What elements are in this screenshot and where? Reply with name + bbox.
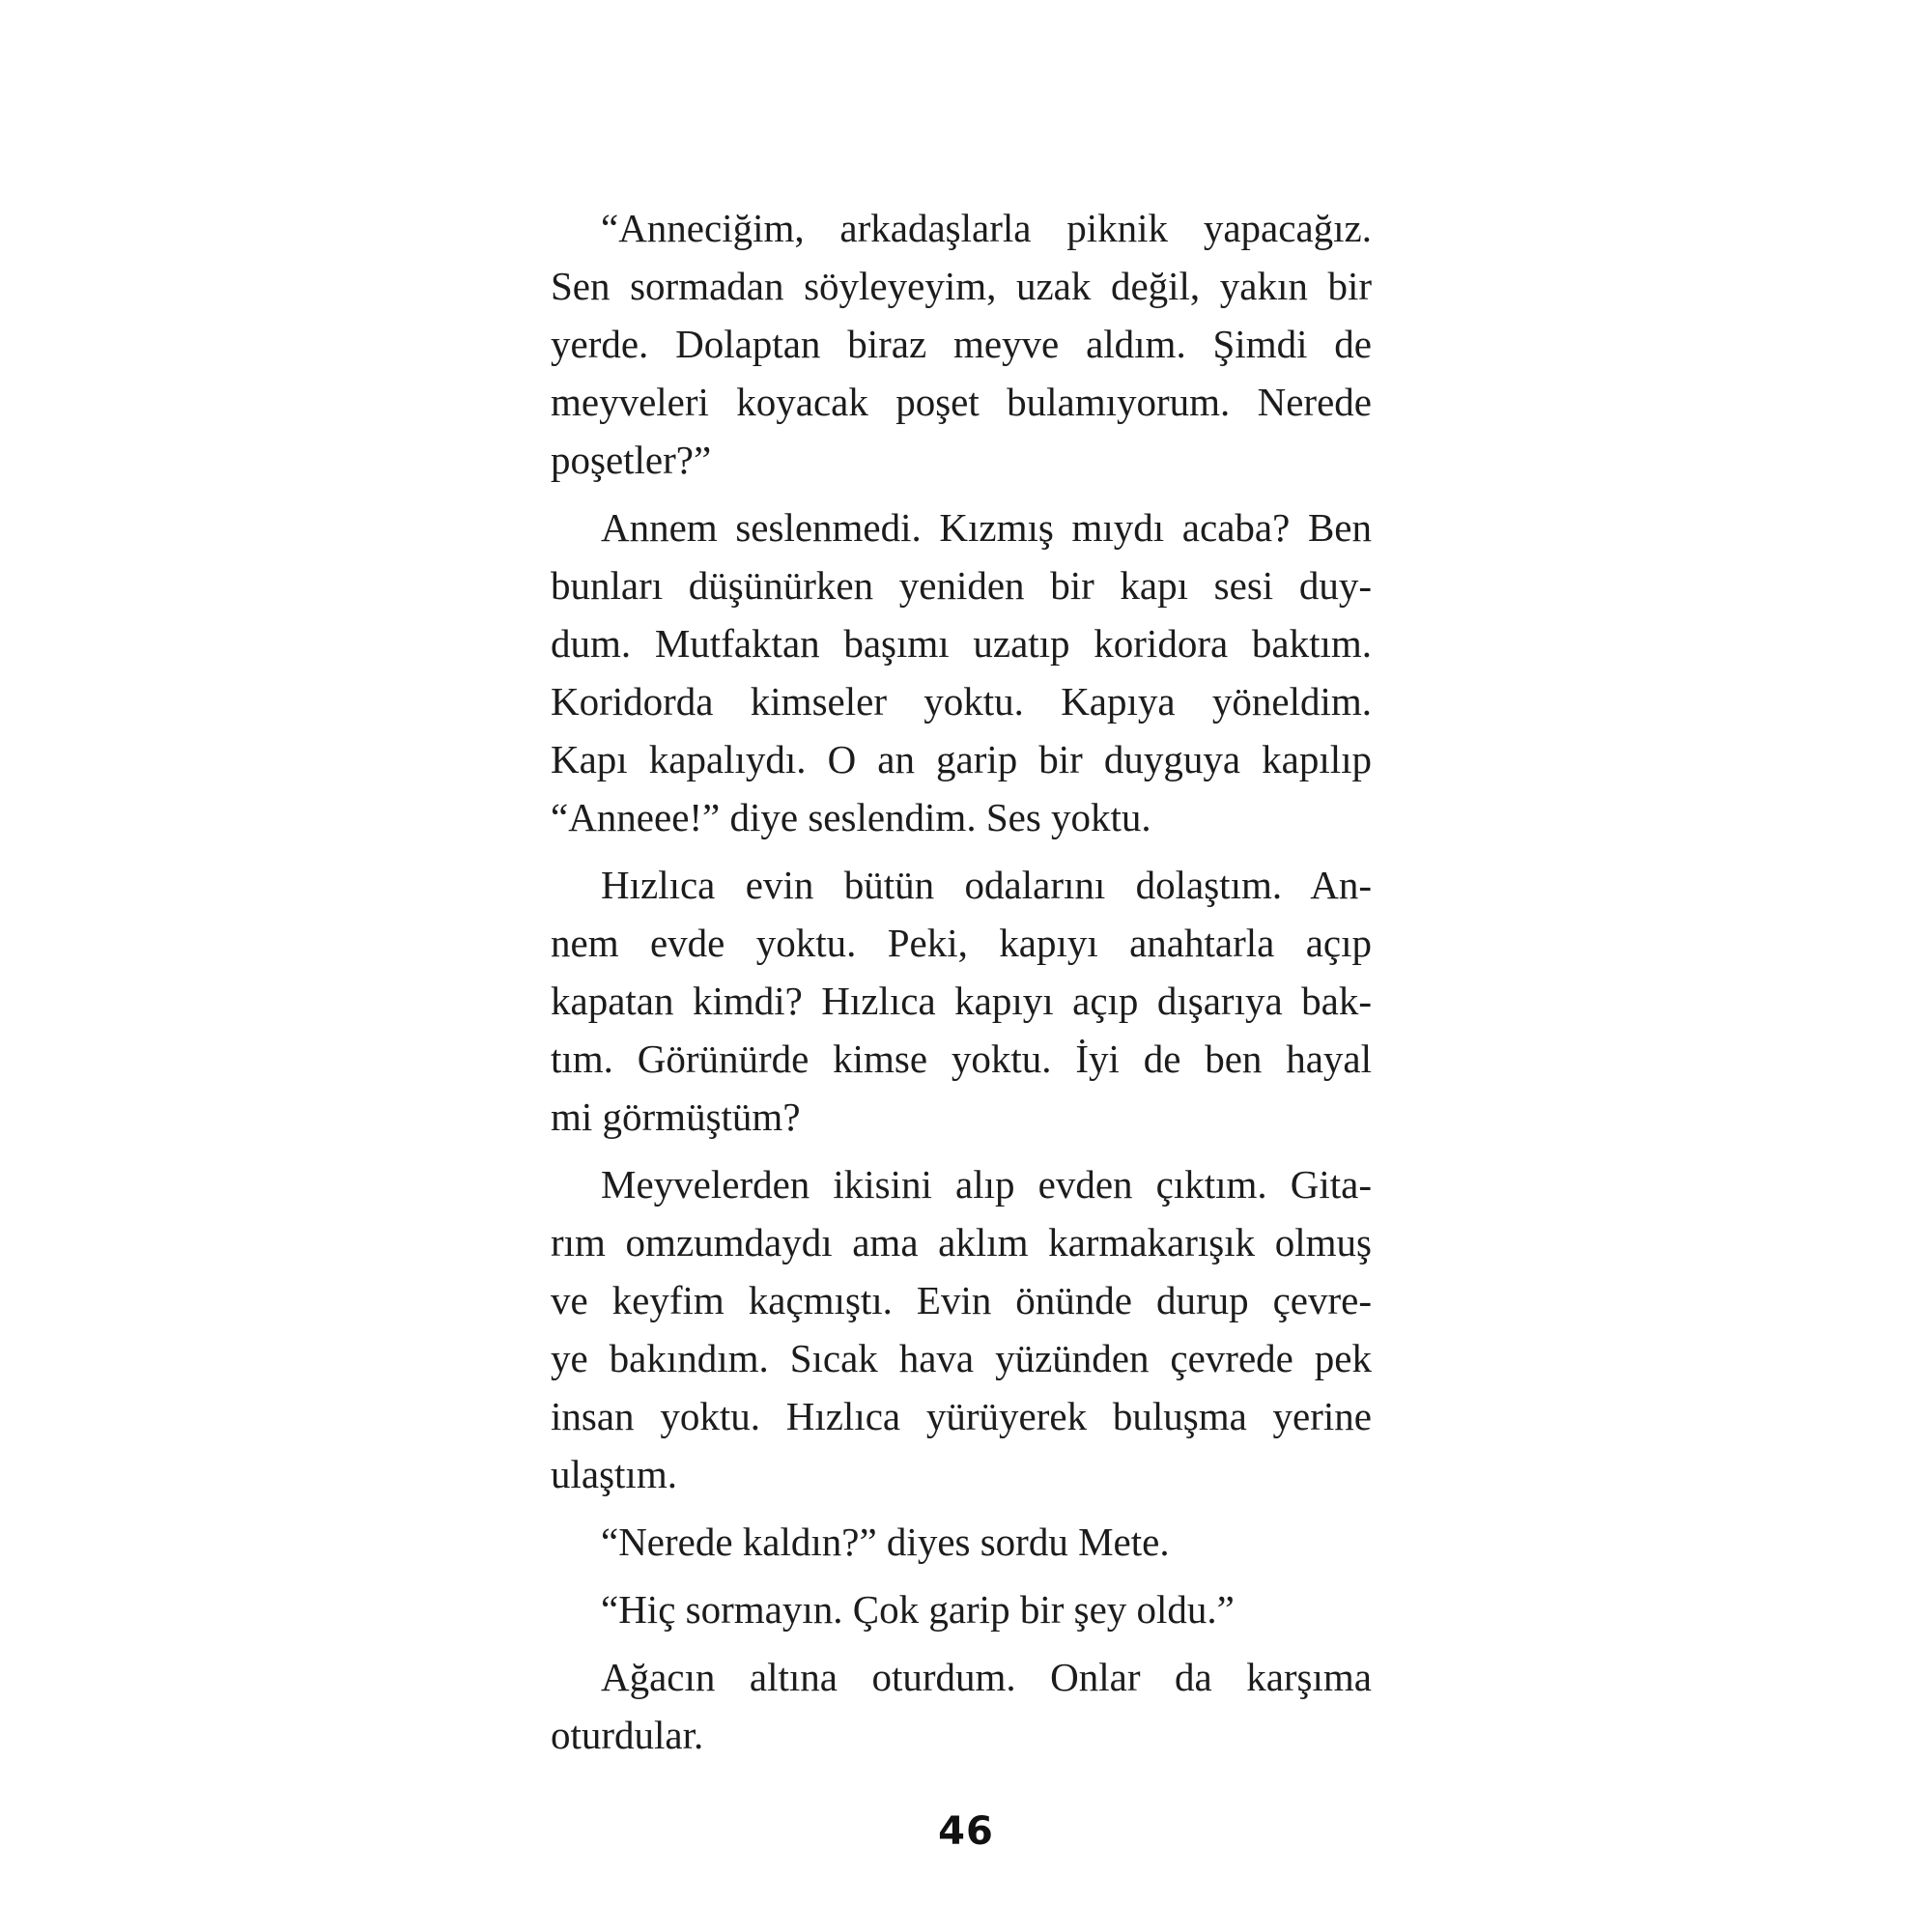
text-line: ulaştım. <box>551 1452 677 1496</box>
paragraph-2 <box>551 498 1372 846</box>
text-line: mi görmüştüm? <box>551 1094 801 1139</box>
text-line: insan yoktu. Hızlıca yürüyerek buluşma yerine <box>551 1394 1372 1438</box>
text-line: ye bakındım. Sıcak hava yüzünden çevrede pek <box>551 1336 1372 1380</box>
text-line: tım. Görünürde kimse yoktu. İyi de ben hayal <box>551 1037 1372 1081</box>
text-line: “Nerede kaldın?” diyes sordu Mete. <box>601 1520 1170 1564</box>
text-line: ve keyfim kaçmıştı. Evin önünde durup çevre- <box>551 1278 1372 1322</box>
text-line: rım omzumdaydı ama aklım karmakarışık olmuş <box>551 1220 1372 1264</box>
paragraph-7 <box>551 1648 1372 1764</box>
paragraph-6 <box>551 1580 1372 1638</box>
text-line: Annem seslenmedi. Kızmış mıydı acaba? Ben <box>601 505 1372 550</box>
paragraph-1 <box>551 199 1372 489</box>
text-line: “Anneee!” diye seslendim. Ses yoktu. <box>551 795 1151 839</box>
text-line: Hızlıca evin bütün odalarını dolaştım. An- <box>601 863 1372 907</box>
text-line: Meyvelerden ikisini alıp evden çıktım. Gita- <box>601 1162 1372 1207</box>
text-line: Ağacın altına oturdum. Onlar da karşıma <box>601 1655 1372 1699</box>
text-line: Sen sormadan söyleyeyim, uzak değil, yakın bir <box>551 264 1372 308</box>
paragraph-5 <box>551 1513 1372 1571</box>
text-line: poşetler?” <box>551 438 712 482</box>
page-number: 46 <box>938 1809 994 1854</box>
text-line: kapatan kimdi? Hızlıca kapıyı açıp dışarıya bak- <box>551 979 1372 1023</box>
paragraph-3 <box>551 856 1372 1146</box>
body-text <box>551 199 1372 1774</box>
text-line: Kapı kapalıydı. O an garip bir duyguya kapılıp <box>551 737 1372 781</box>
paragraph-4 <box>551 1155 1372 1503</box>
text-line: nem evde yoktu. Peki, kapıyı anahtarla açıp <box>551 921 1372 965</box>
text-line: “Anneciğim, arkadaşlarla piknik yapacağız. <box>601 206 1372 250</box>
text-line: Koridorda kimseler yoktu. Kapıya yöneldim. <box>551 679 1372 724</box>
text-line: oturdular. <box>551 1713 704 1757</box>
text-line: bunları düşünürken yeniden bir kapı sesi duy- <box>551 563 1372 608</box>
text-line: yerde. Dolaptan biraz meyve aldım. Şimdi de <box>551 322 1372 366</box>
text-line: meyveleri koyacak poşet bulamıyorum. Nerede <box>551 380 1372 424</box>
text-line: “Hiç sormayın. Çok garip bir şey oldu.” <box>601 1587 1235 1632</box>
text-line: dum. Mutfaktan başımı uzatıp koridora baktım. <box>551 621 1372 666</box>
